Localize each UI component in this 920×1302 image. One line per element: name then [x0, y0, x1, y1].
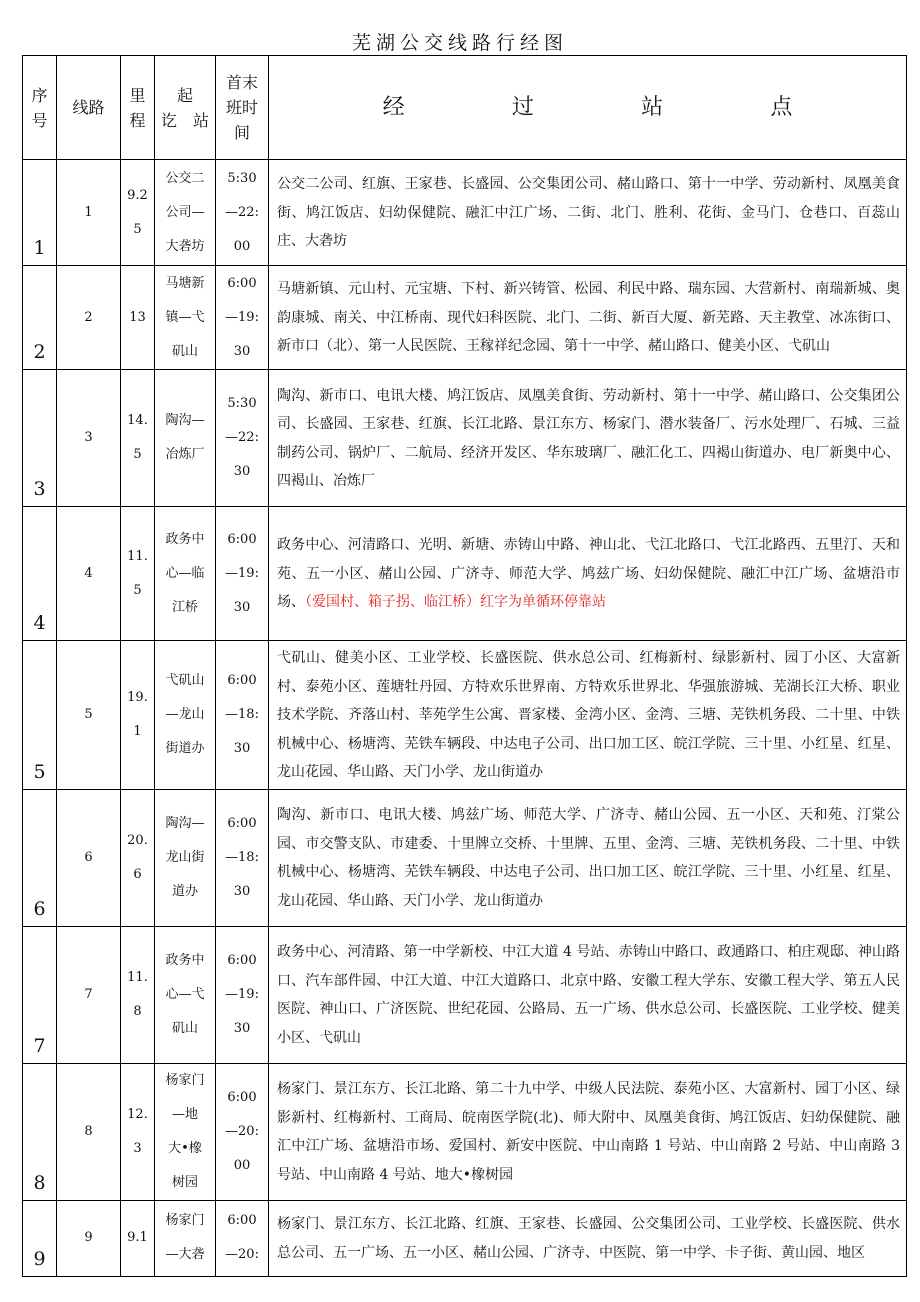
row-line: 2 — [57, 266, 121, 370]
row-terminals: 马塘新 镇—弋 矶山 — [155, 266, 216, 370]
row-line: 8 — [57, 1063, 121, 1200]
table-row — [23, 789, 907, 926]
header-stops: 经 过 站 点 — [269, 56, 907, 160]
row-seq: 2 — [23, 266, 57, 370]
row-times: 6:00 —19: 30 — [216, 266, 269, 370]
row-terminals: 杨家门 —大砻 — [155, 1200, 216, 1276]
row-line: 1 — [57, 160, 121, 266]
table-row — [23, 266, 907, 370]
header-seq: 序 号 — [23, 56, 57, 160]
header-mileage: 里 程 — [121, 56, 155, 160]
row-mileage: 14. 5 — [121, 370, 155, 507]
stops-text: 陶沟、新市口、电讯大楼、鸠兹广场、师范大学、广济寺、赭山公园、五一小区、天和苑、汀棠公园、市交警支队、市建委、十里牌立交桥、十里牌、五里、金湾、三塘、芜铁机务段、二十里、中铁机械中心、杨塘湾、芜铁车辆段、中达电子公司、出口加工区、皖江学院、三十里、小红星、红星、龙山花园、华山路、天门小学、龙山街道办 — [277, 807, 900, 909]
row-seq: 1 — [23, 160, 57, 266]
row-times: 6:00 —20: 00 — [216, 1063, 269, 1200]
row-mileage: 12. 3 — [121, 1063, 155, 1200]
row-times: 5:30 —22: 00 — [216, 160, 269, 266]
row-mileage: 13 — [121, 266, 155, 370]
table-row — [23, 160, 907, 266]
row-line: 5 — [57, 641, 121, 790]
stops-text: 马塘新镇、元山村、元宝塘、下村、新兴铸管、松园、利民中路、瑞东园、大营新村、南瑞新城、奥韵康城、南关、中江桥南、现代妇科医院、北门、二街、新百大厦、新芜路、天主教堂、冰冻街口、新市口（北）、第一人民医院、王稼祥纪念园、第十一中学、赭山路口、健美小区、弋矶山 — [277, 281, 900, 355]
row-seq: 7 — [23, 926, 57, 1063]
stops-text: 陶沟、新市口、电讯大楼、鸠江饭店、凤凰美食街、劳动新村、第十一中学、赭山路口、公交集团公司、长盛园、王家巷、红旗、长江北路、景江东方、杨家门、潜水装备厂、污水处理厂、石城、三益制药公司、锅炉厂、二航局、经济开发区、华东玻璃厂、融汇化工、四褐山街道办、电厂新奥中心、四褐山、冶炼厂 — [277, 387, 900, 489]
row-stops — [269, 507, 907, 641]
row-line: 6 — [57, 789, 121, 926]
stops-text: 杨家门、景江东方、长江北路、第二十九中学、中级人民法院、泰苑小区、大富新村、园丁小区、绿影新村、红梅新村、工商局、皖南医学院(北)、师大附中、凤凰美食街、鸠江饭店、妇幼保健院、融汇中江广场、盆塘沿市场、爱国村、新安中医院、中山南路 1 号站、中山南路 2 号站、中山南路 3 号站、中山南路 4 号站、地大•橡树园 — [277, 1081, 900, 1183]
table-header-row — [23, 56, 907, 160]
row-line: 9 — [57, 1200, 121, 1276]
row-stops — [269, 1200, 907, 1276]
stops-text: 弋矶山、健美小区、工业学校、长盛医院、供水总公司、红梅新村、绿影新村、园丁小区、大富新村、泰苑小区、莲塘牡丹园、方特欢乐世界南、方特欢乐世界北、华强旅游城、芜湖长江大桥、职业技术学院、齐落山村、莘苑学生公寓、晋家楼、金湾小区、金湾、三塘、芜铁机务段、二十里、中铁机械中心、杨塘湾、芜铁车辆段、中达电子公司、出口加工区、皖江学院、三十里、小红星、红星、龙山花园、华山路、天门小学、龙山街道办 — [277, 650, 900, 780]
row-line: 4 — [57, 507, 121, 641]
row-seq: 9 — [23, 1200, 57, 1276]
stops-text: 政务中心、河清路口、光明、新塘、赤铸山中路、神山北、弋江北路口、弋江北路西、五里汀、天和苑、五一小区、赭山公园、广济寺、师范大学、鸠兹广场、妇幼保健院、融汇中江广场、盆塘沿市场、 — [277, 537, 900, 611]
page-title: 芜湖公交线路行经图 — [351, 32, 568, 54]
row-terminals: 弋矶山 —龙山 街道办 — [155, 641, 216, 790]
row-line: 7 — [57, 926, 121, 1063]
row-mileage: 9.1 — [121, 1200, 155, 1276]
table-row — [23, 1200, 907, 1276]
header-times: 首末 班时 间 — [216, 56, 269, 160]
row-terminals: 陶沟— 龙山街 道办 — [155, 789, 216, 926]
stops-text: 杨家门、景江东方、长江北路、红旗、王家巷、长盛园、公交集团公司、工业学校、长盛医院、供水总公司、五一广场、五一小区、赭山公园、广济寺、中医院、第一中学、卡子街、黄山园、地区 — [277, 1216, 900, 1261]
stops-loop-note: （爱国村、箱子拐、临江桥）红字为单循环停靠站 — [305, 594, 606, 611]
row-mileage: 20. 6 — [121, 789, 155, 926]
stops-text: 公交二公司、红旗、王家巷、长盛园、公交集团公司、赭山路口、第十一中学、劳动新村、凤凰美食街、鸠江饭店、妇幼保健院、融汇中江广场、二街、北门、胜利、花街、金马门、仓巷口、百蕊山庄、大砻坊 — [277, 176, 900, 250]
row-times: 6:00 —20: — [216, 1200, 269, 1276]
bus-route-table — [22, 55, 907, 1277]
row-line: 3 — [57, 370, 121, 507]
stops-text: 政务中心、河清路、第一中学新校、中江大道 4 号站、赤铸山中路口、政通路口、柏庄观邸、神山路口、汽车部件园、中江大道、中江大道路口、北京中路、安徽工程大学东、安徽工程大学、第五人民医院、神山口、广济医院、世纪花园、公路局、五一广场、供水总公司、长盛医院、工业学校、健美小区、弋矶山 — [277, 944, 900, 1046]
row-times: 6:00 —18: 30 — [216, 641, 269, 790]
row-times: 6:00 —19: 30 — [216, 926, 269, 1063]
row-terminals: 陶沟— 冶炼厂 — [155, 370, 216, 507]
row-terminals: 政务中 心—临 江桥 — [155, 507, 216, 641]
row-stops — [269, 789, 907, 926]
row-stops — [269, 641, 907, 790]
row-stops — [269, 926, 907, 1063]
row-times: 5:30 —22: 30 — [216, 370, 269, 507]
header-line: 线路 — [57, 56, 121, 160]
table-row — [23, 926, 907, 1063]
row-stops — [269, 266, 907, 370]
row-mileage: 11. 8 — [121, 926, 155, 1063]
row-seq: 3 — [23, 370, 57, 507]
row-mileage: 11. 5 — [121, 507, 155, 641]
row-terminals: 政务中 心—弋 矶山 — [155, 926, 216, 1063]
table-row — [23, 641, 907, 790]
row-stops — [269, 160, 907, 266]
row-stops — [269, 1063, 907, 1200]
row-terminals: 公交二 公司— 大砻坊 — [155, 160, 216, 266]
header-terminals: 起 讫 站 — [155, 56, 216, 160]
row-times: 6:00 —19: 30 — [216, 507, 269, 641]
row-times: 6:00 —18: 30 — [216, 789, 269, 926]
row-seq: 4 — [23, 507, 57, 641]
table-row — [23, 507, 907, 641]
row-stops — [269, 370, 907, 507]
table-row — [23, 1063, 907, 1200]
row-seq: 8 — [23, 1063, 57, 1200]
table-row — [23, 370, 907, 507]
row-terminals: 杨家门 —地 大•橡 树园 — [155, 1063, 216, 1200]
row-mileage: 9.2 5 — [121, 160, 155, 266]
row-mileage: 19. 1 — [121, 641, 155, 790]
row-seq: 6 — [23, 789, 57, 926]
row-seq: 5 — [23, 641, 57, 790]
